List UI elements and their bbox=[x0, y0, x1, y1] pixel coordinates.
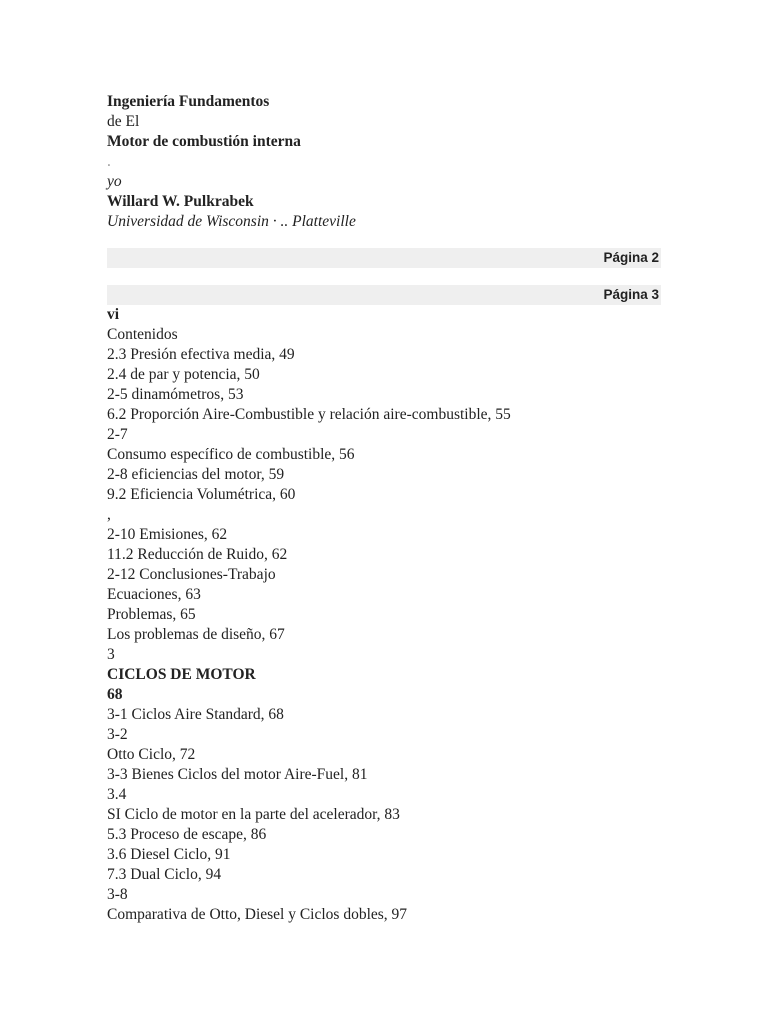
toc-entry: , bbox=[107, 506, 111, 523]
toc-entry: 3.6 Diesel Ciclo, 91 bbox=[107, 846, 231, 863]
page-marker-3: Página 3 bbox=[107, 285, 661, 305]
toc-entry: Consumo específico de combustible, 56 bbox=[107, 446, 355, 463]
page-marker-2: Página 2 bbox=[107, 248, 661, 268]
toc-entry: 3-3 Bienes Ciclos del motor Aire-Fuel, 81 bbox=[107, 766, 368, 783]
toc-entry: Los problemas de diseño, 67 bbox=[107, 626, 285, 643]
toc-list-b bbox=[107, 705, 661, 925]
chapter-page: 68 bbox=[107, 686, 123, 703]
toc-entry: 2-10 Emisiones, 62 bbox=[107, 526, 228, 543]
toc-entry: 3-8 bbox=[107, 886, 128, 903]
toc-entry: SI Ciclo de motor en la parte del acelerador, 83 bbox=[107, 806, 400, 823]
title-line-1: Ingeniería Fundamentos bbox=[107, 93, 270, 110]
chapter-title: CICLOS DE MOTOR bbox=[107, 666, 256, 683]
toc-entry: 7.3 Dual Ciclo, 94 bbox=[107, 866, 222, 883]
toc-entry: Comparativa de Otto, Diesel y Ciclos dobles, 97 bbox=[107, 906, 408, 923]
toc-entry: 11.2 Reducción de Ruido, 62 bbox=[107, 546, 288, 563]
toc-entry: 2-5 dinamómetros, 53 bbox=[107, 386, 244, 403]
author-affiliation: Universidad de Wisconsin · .. Platteville bbox=[107, 213, 356, 230]
title-line-2: de El bbox=[107, 113, 140, 130]
title-line-3: Motor de combustión interna bbox=[107, 133, 301, 150]
toc-list-a bbox=[107, 345, 661, 665]
toc-heading: Contenidos bbox=[107, 326, 178, 343]
toc-entry: 2-12 Conclusiones-Trabajo bbox=[107, 566, 276, 583]
toc-entry: 2-8 eficiencias del motor, 59 bbox=[107, 466, 285, 483]
toc-entry: Otto Ciclo, 72 bbox=[107, 746, 196, 763]
toc-entry: 6.2 Proporción Aire-Combustible y relación aire-combustible, 55 bbox=[107, 406, 511, 423]
toc-entry: 2.3 Presión efectiva media, 49 bbox=[107, 346, 295, 363]
toc-entry: 9.2 Eficiencia Volumétrica, 60 bbox=[107, 486, 296, 503]
toc-entry: Problemas, 65 bbox=[107, 606, 196, 623]
title-dot: . bbox=[107, 153, 111, 170]
toc-entry: Ecuaciones, 63 bbox=[107, 586, 201, 603]
toc-entry: 2-7 bbox=[107, 426, 128, 443]
toc-entry: 3.4 bbox=[107, 786, 127, 803]
toc-entry: 5.3 Proceso de escape, 86 bbox=[107, 826, 267, 843]
toc-entry: 3-2 bbox=[107, 726, 128, 743]
toc-entry: 3-1 Ciclos Aire Standard, 68 bbox=[107, 706, 284, 723]
document-page bbox=[107, 92, 661, 925]
toc-page-roman: vi bbox=[107, 306, 120, 323]
toc-entry: 3 bbox=[107, 646, 115, 663]
title-line-yo: yo bbox=[107, 173, 122, 190]
toc-entry: 2.4 de par y potencia, 50 bbox=[107, 366, 260, 383]
author-name: Willard W. Pulkrabek bbox=[107, 193, 254, 210]
